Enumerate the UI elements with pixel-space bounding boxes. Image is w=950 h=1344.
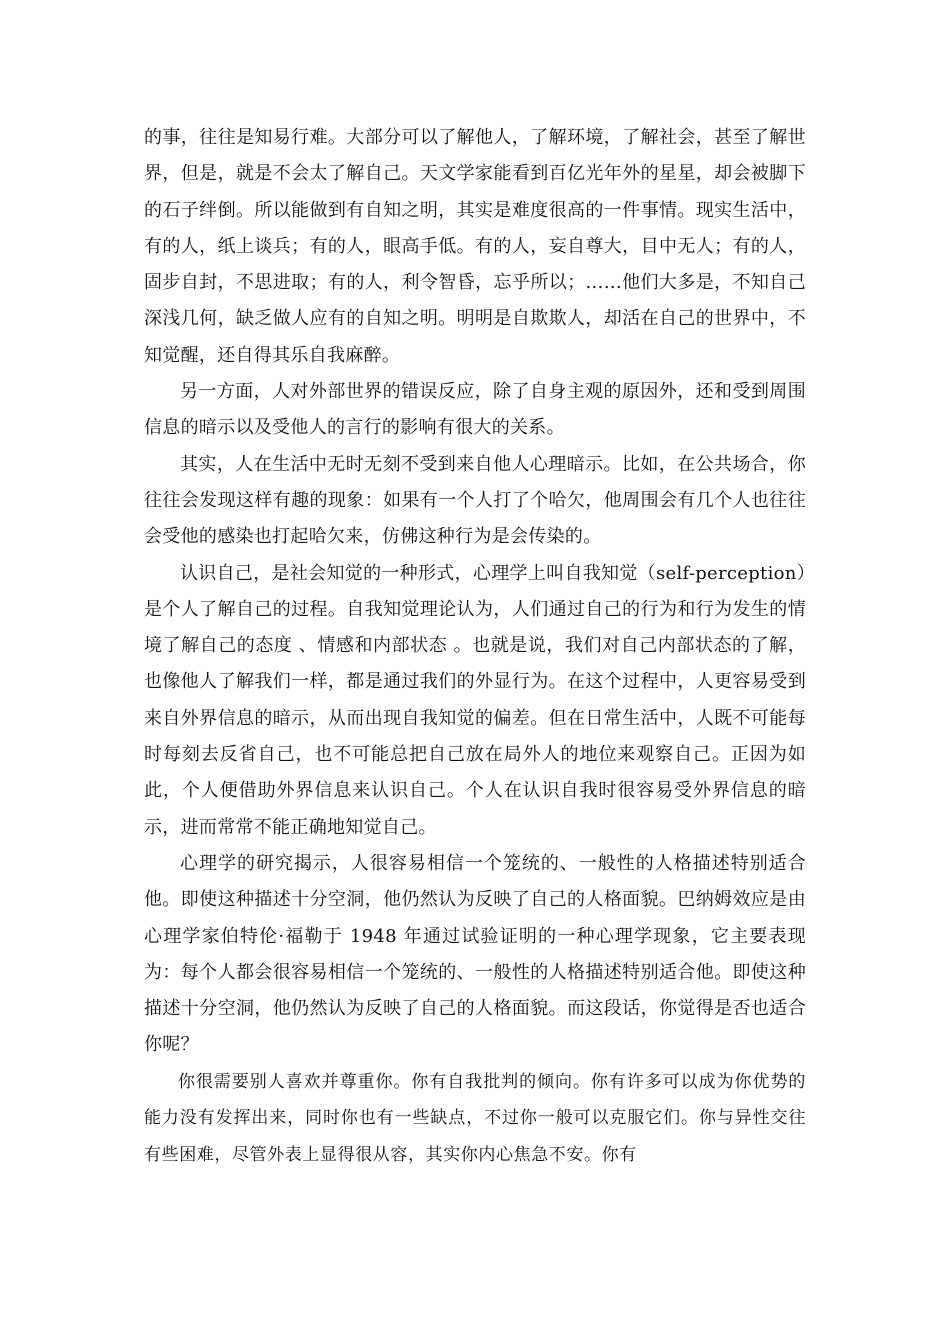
quoted-personality-description: 你很需要别人喜欢并尊重你。你有自我批判的倾向。你有许多可以成为你优势的能力没有发挥出来，同时你也有一些缺点，不过你一般可以克服它们。你与异性交往有些困难，尽管外表上显得很从容，其实你内心焦急不安。你有 [144, 1071, 806, 1165]
paragraph-3: 其实，人在生活中无时无刻不受到来自他人心理暗示。比如，在公共场合，你往往会发现这样有趣的现象：如果有一个人打了个哈欠，他周围会有几个人也往往会受他的感染也打起哈欠来，仿佛这种行为是会传染的。 [144, 453, 806, 548]
body-text [144, 120, 806, 1174]
paragraph-1: 的事，往往是知易行难。大部分可以了解他人，了解环境，了解社会，甚至了解世界，但是，就是不会太了解自己。天文学家能看到百亿光年外的星星，却会被脚下的石子绊倒。所以能做到有自知之明，其实是难度很高的一件事情。现实生活中，有的人，纸上谈兵；有的人，眼高手低。有的人，妄自尊大，目中无人；有的人，固步自封，不思进取；有的人，利令智昏，忘乎所以；……他们大多是，不知自己深浅几何，缺乏做人应有的自知之明。明明是自欺欺人，却活在自己的世界中，不知觉醒，还自得其乐自我麻醉。 [144, 127, 806, 366]
paragraph-5: 心理学的研究揭示，人很容易相信一个笼统的、一般性的人格描述特别适合他。即使这种描述十分空洞，他仍然认为反映了自己的人格面貌。巴纳姆效应是由心理学家伯特伦·福勒于 1948 年通过试验证明的一种心理学现象，它主要表现为：每个人都会很容易相信一个笼统的、一般性的人格描述特别适合他。即使这种描述十分空洞，他仍然认为反映了自己的人格面貌。而这段话，你觉得是否也适合你呢？ [144, 852, 806, 1056]
paragraph-2: 另一方面，人对外部世界的错误反应，除了自身主观的原因外，还和受到周围信息的暗示以及受他人的言行的影响有很大的关系。 [144, 381, 806, 439]
paragraph-4: 认识自己，是社会知觉的一种形式，心理学上叫自我知觉（self-perception）是个人了解自己的过程。自我知觉理论认为，人们通过自己的行为和行为发生的情境了解自己的态度 、情感和内部状态 。也就是说，我们对自己内部状态的了解，也像他人了解我们一样，都是通过我们的外显行为。在这个过程中，人更容易受到来自外界信息的暗示，从而出现自我知觉的偏差。但在日常生活中，人既不可能每时每刻去反省自己，也不可能总把自己放在局外人的地位来观察自己。正因为如此，个人便借助外界信息来认识自己。个人在认识自我时很容易受外界信息的暗示，进而常常不能正确地知觉自己。 [144, 562, 806, 838]
